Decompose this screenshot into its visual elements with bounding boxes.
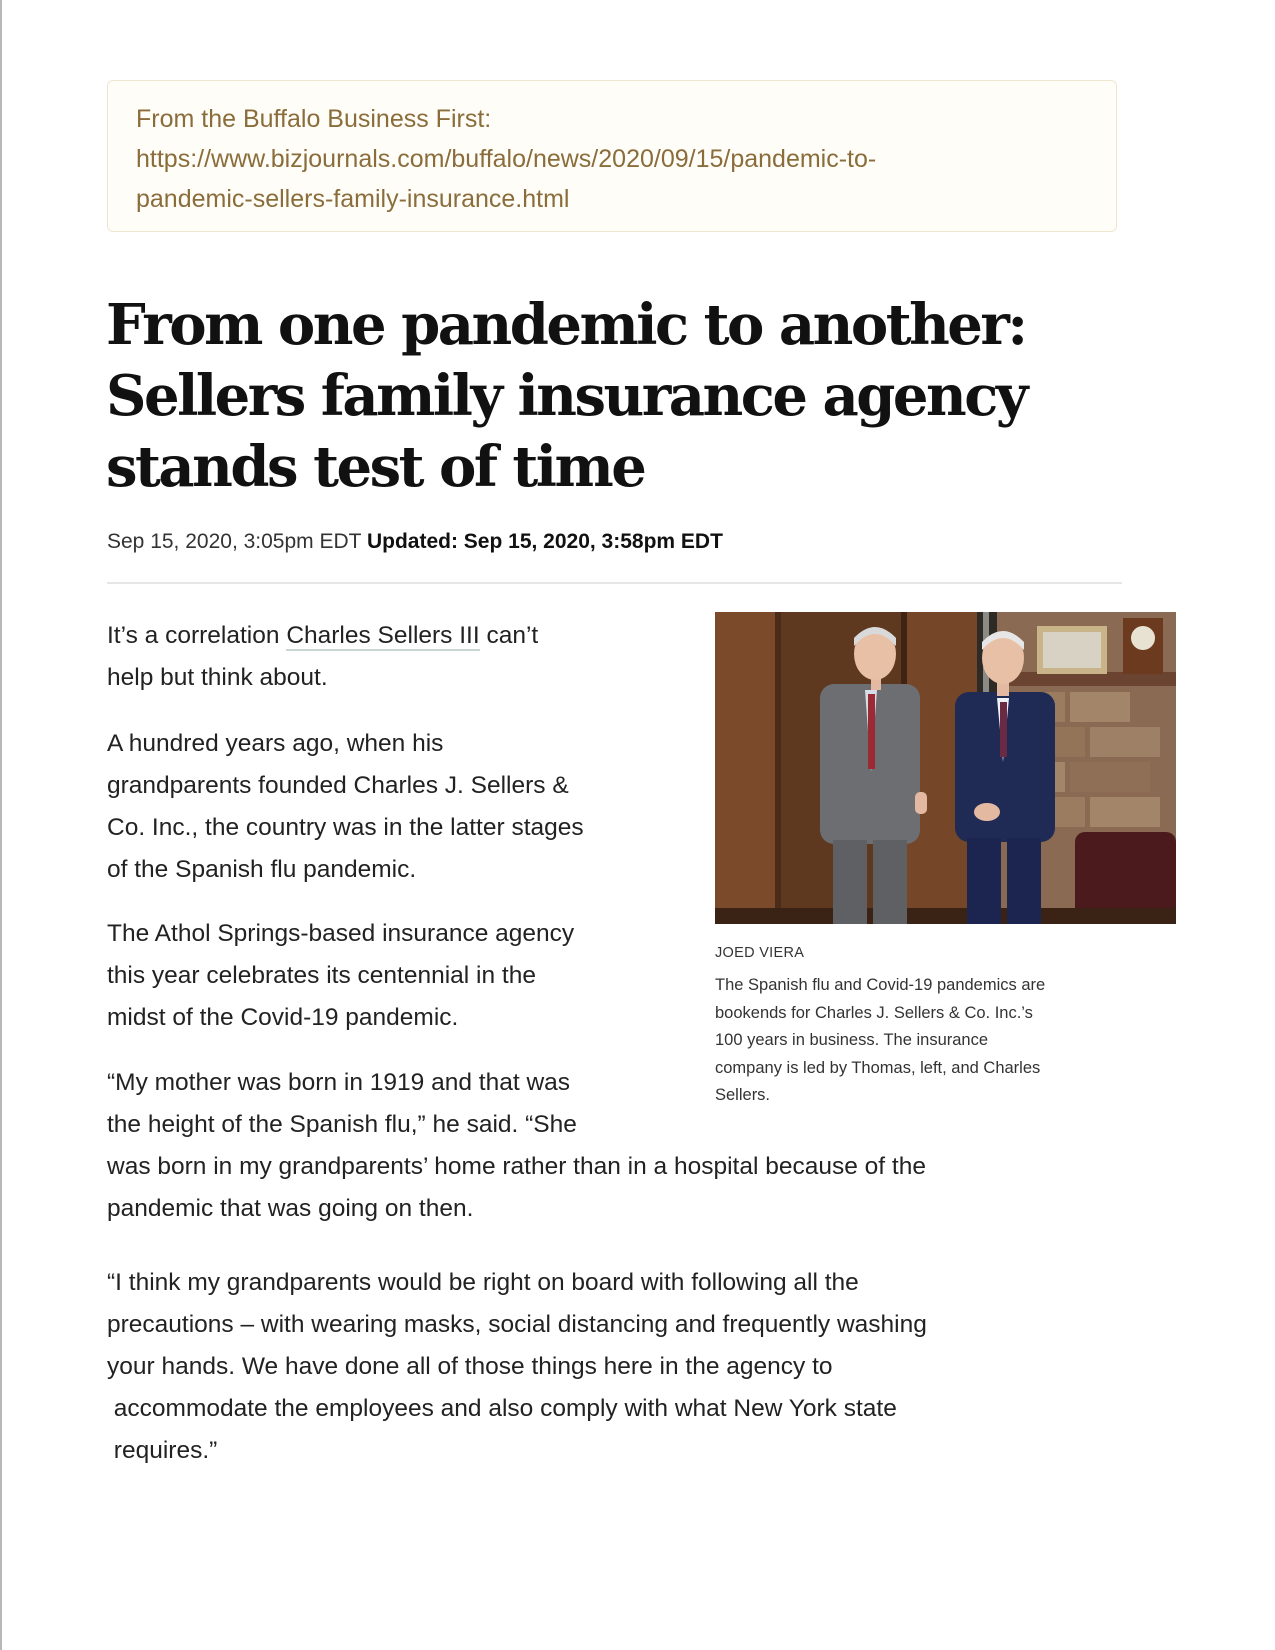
paragraph-line: requires.” [107,1437,218,1464]
photo-caption [715,972,1135,1110]
dateline [107,530,723,554]
paragraph-line: this year celebrates its centennial in the [107,962,536,989]
paragraph-line: pandemic that was going on then. [107,1195,474,1222]
paragraph-line: help but think about. [107,664,328,691]
article-photo [715,612,1176,924]
source-url-line-1[interactable]: https://www.bizjournals.com/buffalo/news/2020/09/15/pandemic-to- [136,145,877,173]
paragraph-line: of the Spanish flu pandemic. [107,856,417,883]
headline-line: From one pandemic to another: [106,292,1026,358]
caption-line: 100 years in business. The insurance [715,1031,989,1049]
caption-line: The Spanish flu and Covid-19 pandemics are [715,976,1046,994]
paragraph-line: accommodate the employees and also comply with what New York state [107,1395,897,1422]
source-note [107,80,1117,232]
source-label: From the Buffalo Business First: [136,105,492,133]
charles-sellers-link[interactable]: Charles Sellers III [286,622,480,649]
paragraph-5 [107,1262,1117,1472]
paragraph-line: “My mother was born in 1919 and that was [107,1069,571,1096]
caption-line: Sellers. [715,1086,771,1104]
photo-illustration [715,612,1176,924]
paragraph-line: A hundred years ago, when his [107,730,444,757]
caption-line: company is led by Thomas, left, and Charles [715,1058,1041,1077]
paragraph-line: was born in my grandparents’ home rather than in a hospital because of the [107,1153,926,1180]
text-run: can’t [479,622,539,649]
paragraph-line: Co. Inc., the country was in the latter stages [107,814,584,841]
headline-line: stands test of time [106,434,645,500]
published-date: Sep 15, 2020, 3:05pm EDT [107,530,362,553]
divider [107,582,1122,584]
paragraph-line: precautions – with wearing masks, social distancing and frequently washing [107,1311,927,1338]
caption-line: bookends for Charles J. Sellers & Co. Inc.’s [715,1003,1033,1022]
paragraph-line: “I think my grandparents would be right on board with following all the [107,1269,859,1296]
article-headline [106,290,1086,503]
paragraph-line: the height of the Spanish flu,” he said. “She [107,1111,577,1138]
photo-credit: JOED VIERA [715,945,805,961]
paragraph-line: your hands. We have done all of those things here in the agency to [107,1353,833,1380]
updated-date: Updated: Sep 15, 2020, 3:58pm EDT [366,530,723,553]
headline-line: Sellers family insurance agency [106,363,1026,429]
text-run: It’s a correlation [107,622,287,649]
paragraph-line: grandparents founded Charles J. Sellers & [107,772,569,799]
paragraph-line: The Athol Springs-based insurance agency [107,920,575,947]
page-edge [0,0,2,1650]
paragraph-line: midst of the Covid-19 pandemic. [107,1004,459,1031]
source-url-line-2[interactable]: pandemic-sellers-family-insurance.html [136,185,570,213]
